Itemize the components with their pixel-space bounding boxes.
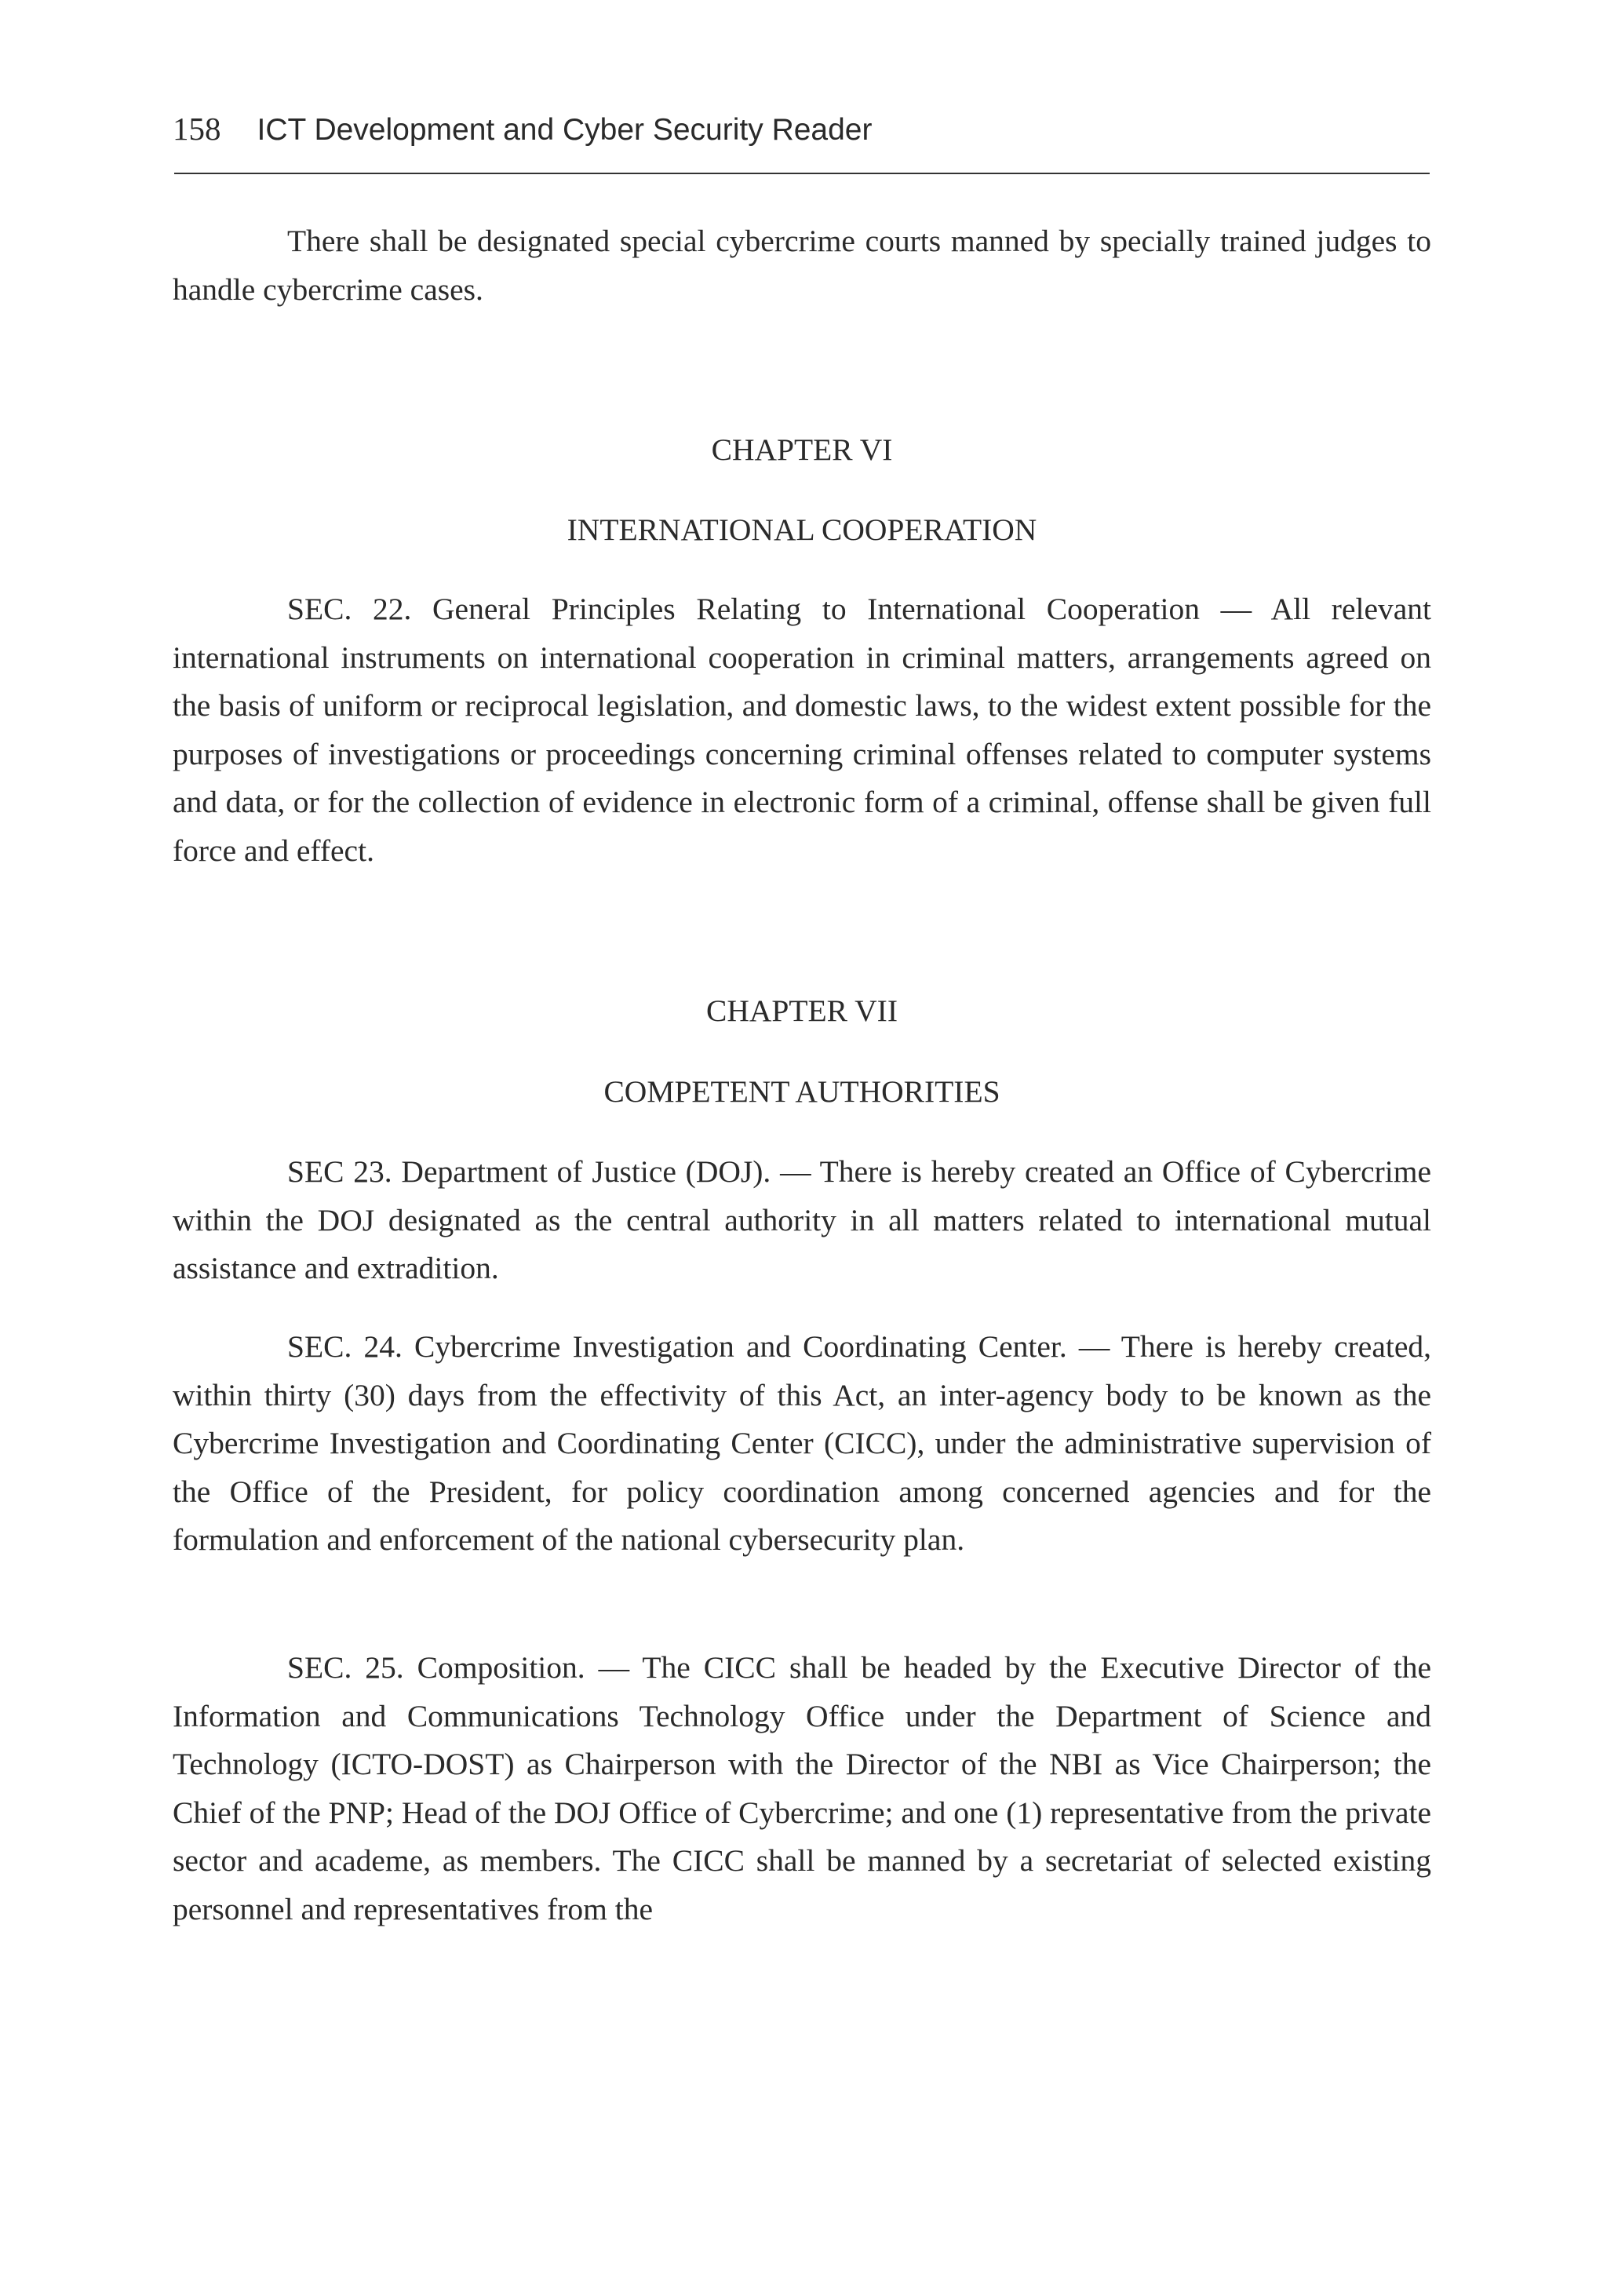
intro-paragraph: There shall be designated special cybercrime courts manned by specially trained judges to handle cybercrime cases. xyxy=(173,224,1431,307)
running-title: ICT Development and Cyber Security Reader xyxy=(257,113,873,147)
section-23-paragraph: SEC 23. Department of Justice (DOJ). — There is hereby created an Office of Cybercrime within the DOJ designated as the central authority in all matters related to international mutual assistance and extradition. xyxy=(173,1154,1431,1285)
section-22-paragraph: SEC. 22. General Principles Relating to International Cooperation — All relevant international instruments on international cooperation in criminal matters, arrangements agreed on the basis of uniform or reciprocal legislation, and domestic laws, to the widest extent possible for the purposes of investigations or proceedings concerning criminal offenses related to computer systems and data, or for the collection of evidence in electronic form of a criminal, offense shall be given full force and effect. xyxy=(173,592,1431,868)
section-25-paragraph: SEC. 25. Composition. — The CICC shall be headed by the Executive Director of the Information and Communications Technology Office under the Department of Science and Technology (ICTO-DOST) as Chairperson with the Director of the NBI as Vice Chairperson; the Chief of the PNP; Head of the DOJ Office of Cybercrime; and one (1) representative from the private sector and academe, as members. The CICC shall be manned by a secretariat of selected existing personnel and representatives from the xyxy=(173,1650,1431,1926)
chapter-vi-heading: CHAPTER VI xyxy=(711,432,893,467)
chapter-vi-title: INTERNATIONAL COOPERATION xyxy=(567,512,1037,547)
chapter-vii-heading: CHAPTER VII xyxy=(706,993,898,1028)
section-24-paragraph: SEC. 24. Cybercrime Investigation and Coordinating Center. — There is hereby created, within thirty (30) days from the effectivity of this Act, an inter-agency body to be known as the Cybercrime Investigation and Coordinating Center (CICC), under the administrative supervision of the Office of the President, for policy coordination among concerned agencies and for the formulation and enforcement of the national cybersecurity plan. xyxy=(173,1329,1431,1557)
page-number: 158 xyxy=(173,111,221,147)
header-rule xyxy=(174,173,1430,174)
running-head xyxy=(173,110,1428,157)
chapter-vii-title: COMPETENT AUTHORITIES xyxy=(603,1074,1000,1109)
